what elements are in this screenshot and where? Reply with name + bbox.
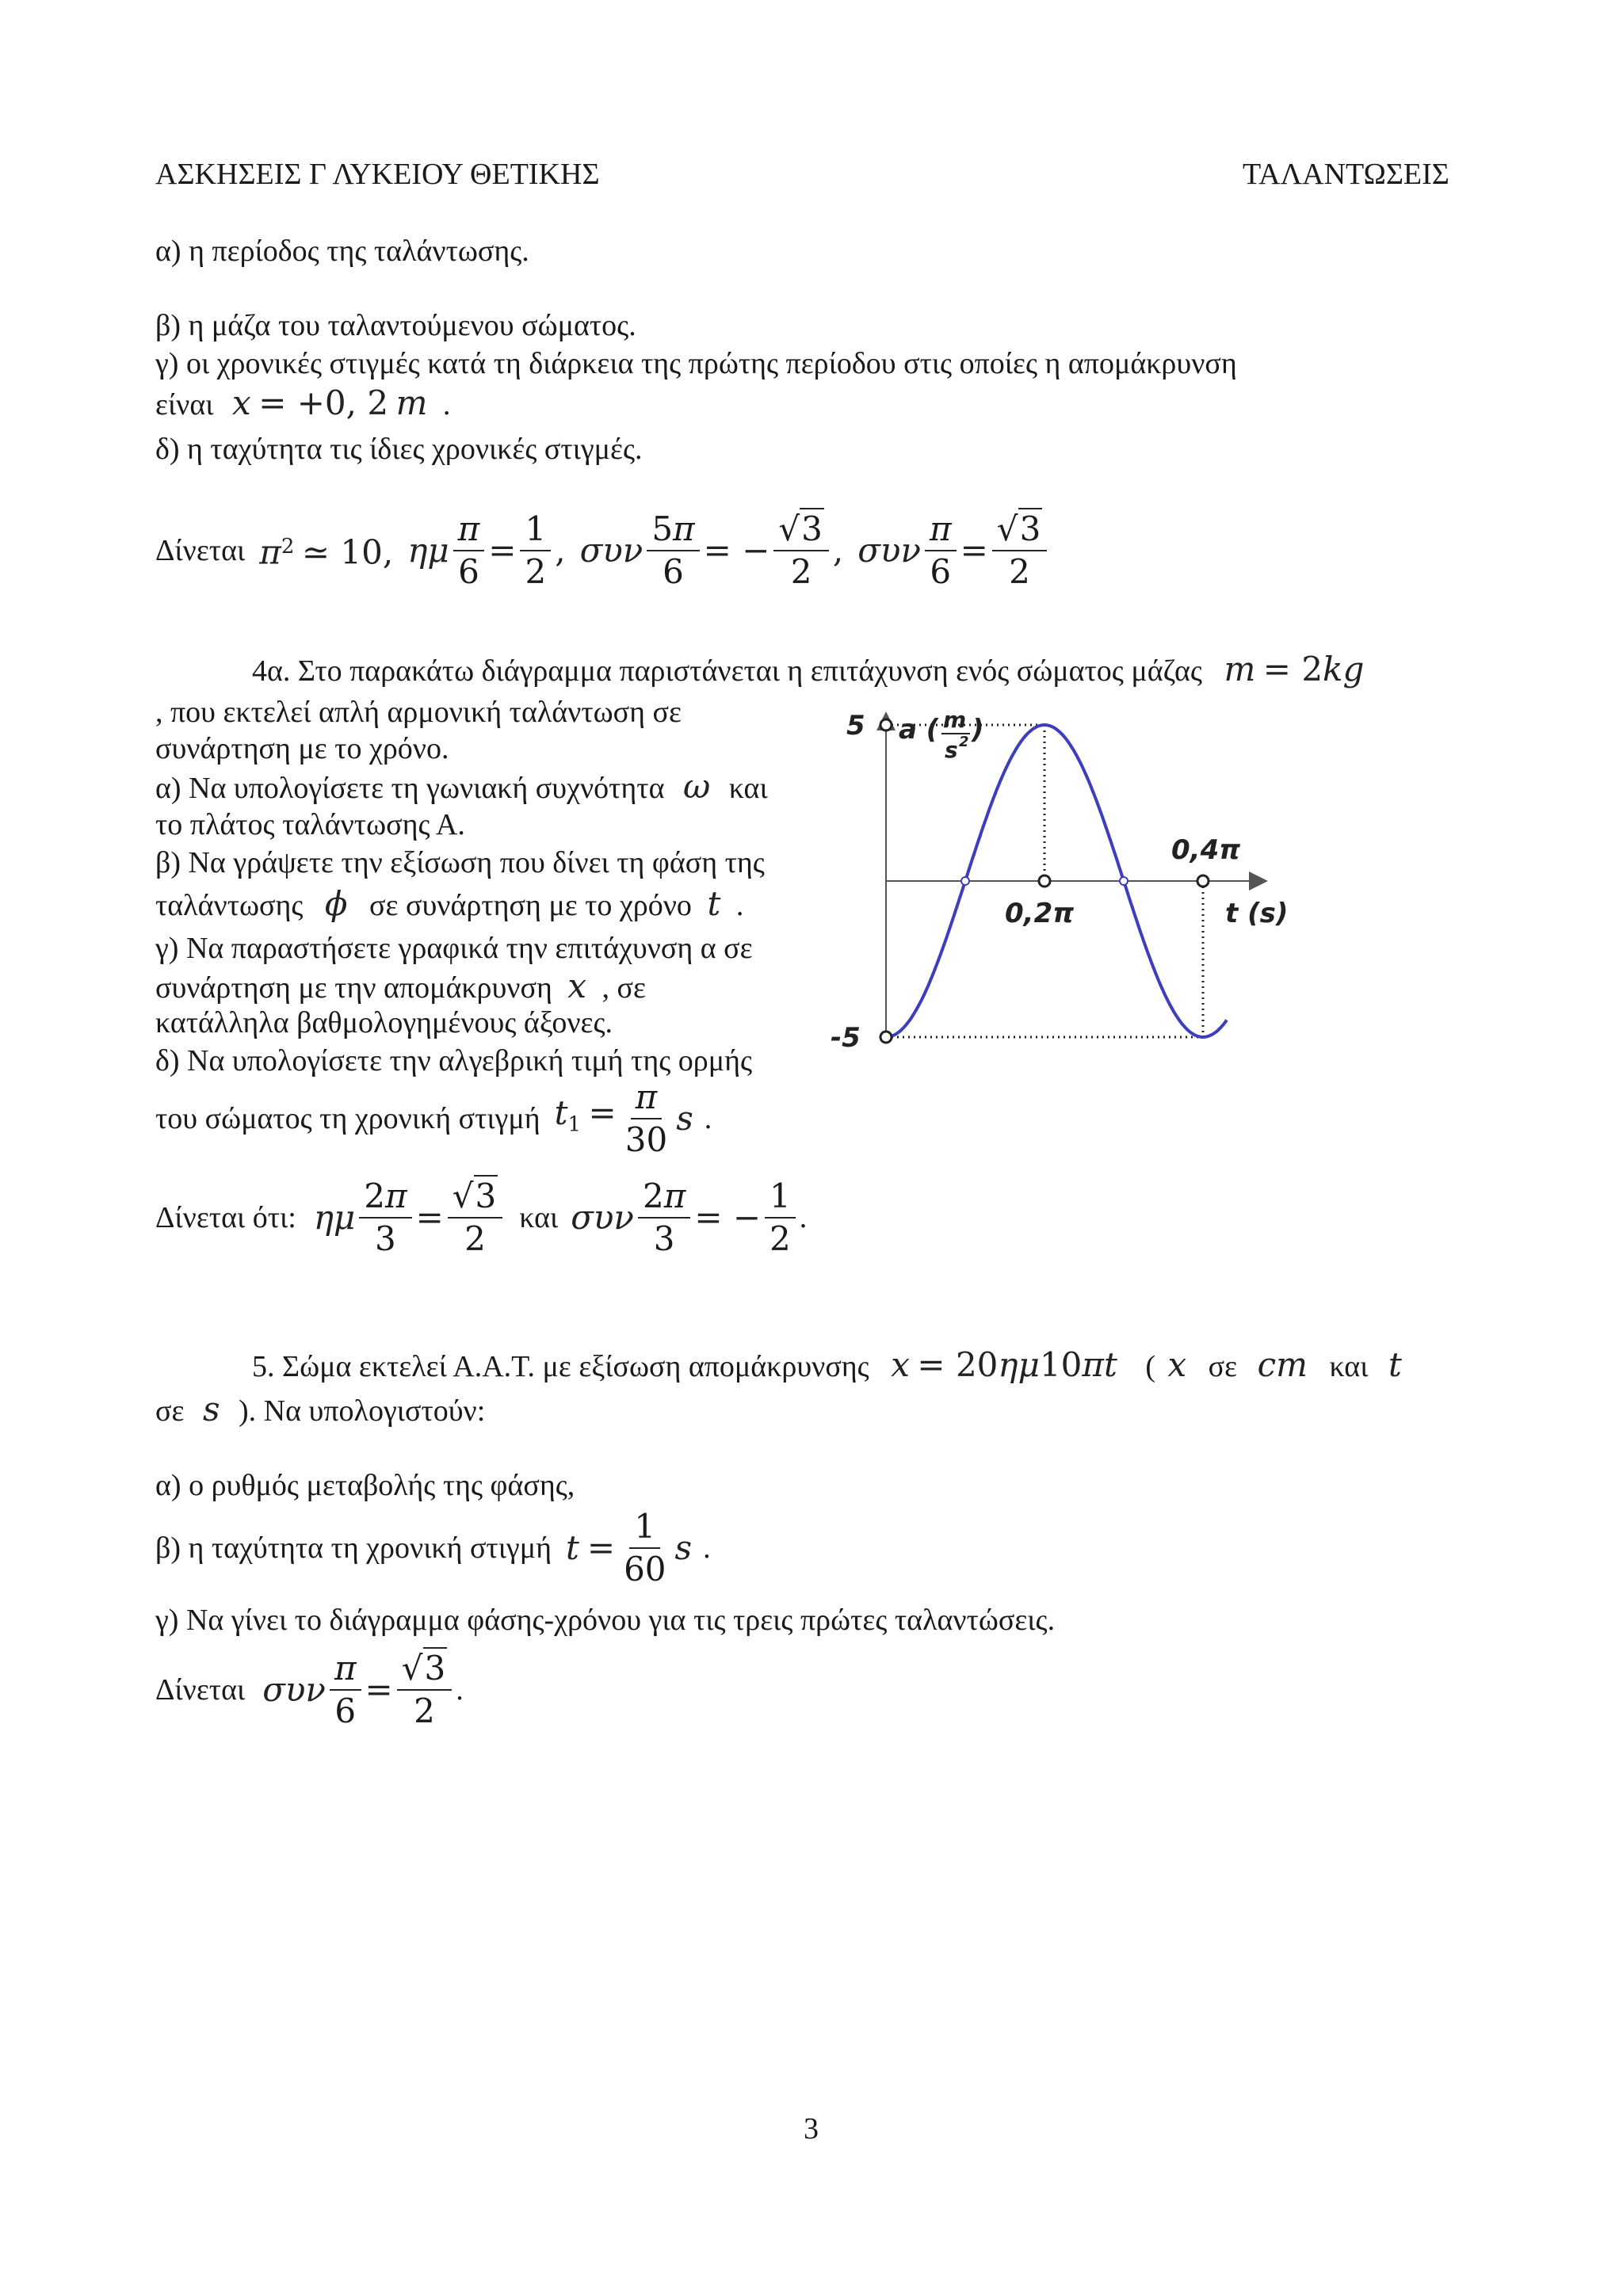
acceleration-time-chart [831,705,1289,1149]
ex5-question-c: γ) Να γίνει το διάγραμμα φάσης-χρόνου για τις τρεις πρώτες ταλαντώσεις. [155,1604,1056,1637]
data-point-marker [880,719,892,730]
ex4a-question-d-line2: του σώματος τη χρονική στιγμή $t_1$ = $\frac{\pi}{30}$ s . [155,1077,712,1159]
question-b-mass: β) η μάζα του ταλαντούμενου σώματος. [155,309,636,342]
given-values-1: Δίνεται $\pi^2$ ≃ 10, ημ $\frac{\pi}{6}$ = $\frac{1}{2}$ , συν $\frac{5\pi}{6}$ = − $\frac{√3}{2}$ , συν $\frac{\pi}{6}$ = $\frac{√3}{2}$ [155,507,1051,594]
data-point-marker [1039,875,1050,887]
ex4a-question-b: β) Να γράψετε την εξίσωση που δίνει τη φάση της [155,846,765,879]
ex4a-line2: συνάρτηση με το χρόνο. [155,732,449,765]
ex5-question-a: α) ο ρυθμός μεταβολής της φάσης, [155,1469,575,1502]
ex5-question-b: β) η ταχύτητα τη χρονική στιγμή t = $\frac{1}{60}$ s . [155,1507,711,1589]
y-axis-label-s: s [945,737,958,763]
ex4a-given: Δίνεται ότι: ημ $\frac{2\pi}{3}$ = $\frac{√3}{2}$ και συν $\frac{2\pi}{3}$ = − $\frac{1}{2}$ . [155,1177,808,1258]
y-axis-label-a: a ( [899,714,939,746]
ex4a-question-c-line3: κατάλληλα βαθμολογημένους άξονες. [155,1006,613,1039]
question-a-period: α) η περίοδος της ταλάντωσης. [155,235,529,268]
ex4a-question-a-line2: το πλάτος ταλάντωσης Α. [155,808,465,841]
y-axis-label-close: ) [972,714,984,746]
header-left: ΑΣΚΗΣΕΙΣ Γ ΛΥΚΕΙΟΥ ΘΕΤΙΚΗΣ [155,158,600,191]
y-axis-label-m: m [943,707,967,733]
data-point-marker [1197,875,1209,887]
ex4a-question-c-line2: συνάρτηση με την απομάκρυνση x , σε [155,967,646,1005]
ex5-intro-line2: σε s ). Να υπολογιστούν: [155,1390,486,1428]
ex4a-question-d: δ) Να υπολογίσετε την αλγεβρική τιμή της ορμής [155,1044,753,1077]
header-right: ΤΑΛΑΝΤΩΣΕΙΣ [1243,158,1449,191]
ex5-given: Δίνεται συν $\frac{\pi}{6}$ = $\frac{√3}{2}$ . [155,1649,464,1730]
zero-crossing-marker [961,877,969,885]
question-c-times: γ) οι χρονικές στιγμές κατά τη διάρκεια της πρώτης περίοδου στις οποίες η απομάκρυνση [155,347,1237,380]
question-d-velocity: δ) η ταχύτητα τις ίδιες χρονικές στιγμές. [155,433,643,466]
x-tick-label-0-4pi: 0,4π [1171,834,1241,866]
y-axis-label-exponent: 2 [959,734,969,750]
x-axis-label: t (s) [1225,898,1289,929]
ex4a-question-b-line2: ταλάντωσης ϕ σε συνάρτηση με το χρόνο t . [155,884,744,923]
page-number: 3 [804,2112,819,2145]
x-tick-label-0-2pi: 0,2π [1005,898,1075,929]
zero-crossing-marker [1120,877,1128,885]
formula-x-equals-0-2m: x = +0, 2 m [232,383,428,422]
y-tick-label-minus5: -5 [831,1022,861,1054]
ex4a-question-a: α) Να υπολογίσετε τη γωνιακή συχνότητα ω και [155,767,768,806]
y-tick-label-5: 5 [846,710,865,742]
data-point-marker [880,1032,892,1043]
question-c-line2: είναι x = +0, 2 m . [155,383,451,422]
ex4a-line1: , που εκτελεί απλή αρμονική ταλάντωση σε [155,696,682,729]
ex5-intro: 5. Σώμα εκτελεί Α.Α.Τ. με εξίσωση απομάκρυνσης x = 20ημ10πt ( x σε cm και t [252,1345,1402,1384]
ex4a-intro: 4α. Στο παρακάτω διάγραμμα παριστάνεται η επιτάχυνση ενός σώματος μάζας m = 2kg [252,650,1365,688]
ex4a-question-c: γ) Να παραστήσετε γραφικά την επιτάχυνση α σε [155,932,753,965]
